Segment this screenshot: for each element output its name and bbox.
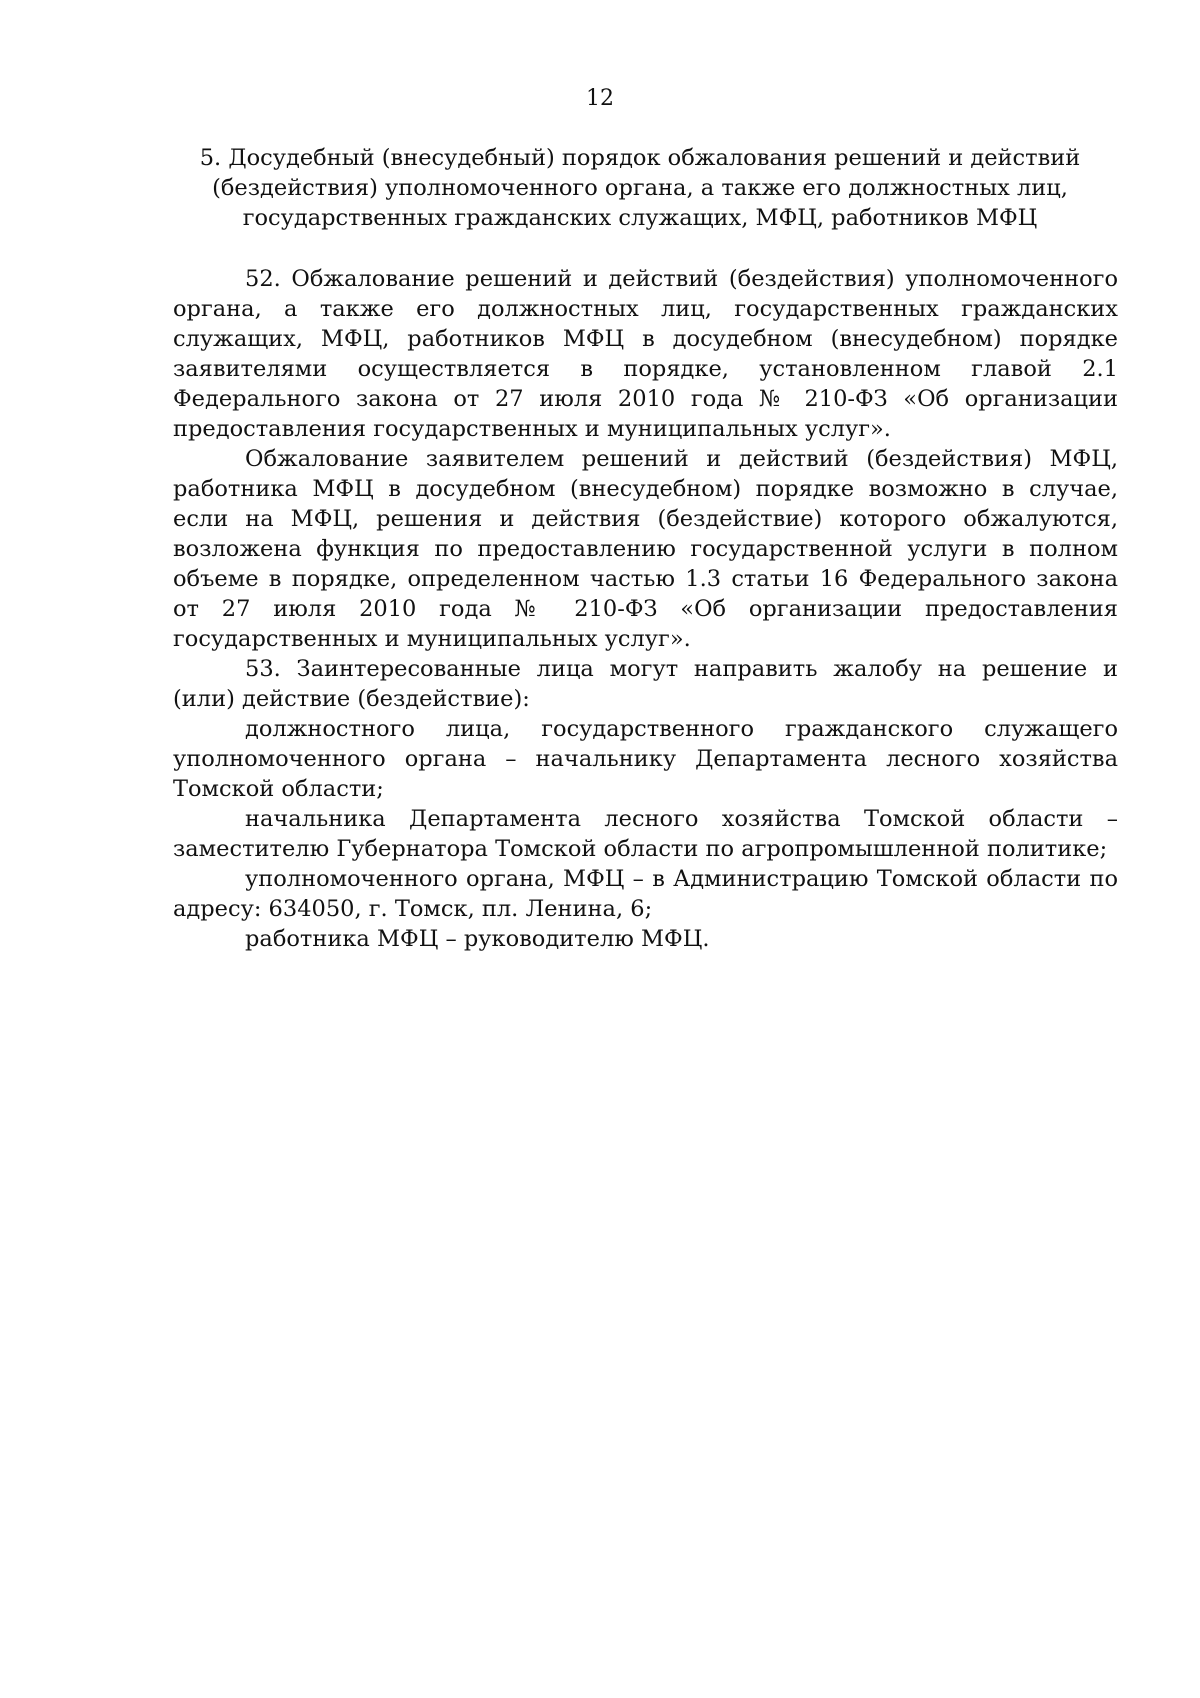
list-item-authorized-body: уполномоченного органа, МФЦ – в Администрацию Томской области по адресу: 634050, г. Томск, пл. Ленина, 6; — [173, 866, 1118, 922]
page-number: 12 — [586, 86, 614, 111]
list-item-mfc-worker: работника МФЦ – руководителю МФЦ. — [245, 926, 710, 952]
paragraph-53: 53. Заинтересованные лица могут направить жалобу на решение и (или) действие (бездействие): — [173, 656, 1118, 712]
list-item-official: должностного лица, государственного гражданского служащего уполномоченного органа – начальнику Департамента лесного хозяйства Томской области; — [173, 716, 1118, 802]
section-heading-line: 5. Досудебный (внесудебный) порядок обжалования решений и действий — [199, 145, 1081, 171]
paragraph-appeal-mfc: Обжалование заявителем решений и действий (бездействия) МФЦ, работника МФЦ в досудебном (внесудебном) порядке возможно в случае, если на МФЦ, решения и действия (бездействие) которого обжалуются, возложена функция по предоставлению государственной услуги в полном объеме в порядке, определенном частью 1.3 статьи 16 Федерального закона от 27 июля 2010 года № 210-ФЗ «Об организации предоставления государственных и муниципальных услуг». — [173, 446, 1118, 652]
section-heading — [170, 143, 1110, 233]
section-heading-line: государственных гражданских служащих, МФЦ, работников МФЦ — [242, 205, 1038, 231]
list-item-department-head: начальника Департамента лесного хозяйства Томской области – заместителю Губернатора Томской области по агропромышленной политике; — [173, 806, 1118, 862]
section-heading-line: (бездействия) уполномоченного органа, а также его должностных лиц, — [212, 175, 1068, 201]
document-body — [173, 264, 1118, 954]
paragraph-52: 52. Обжалование решений и действий (бездействия) уполномоченного органа, а также его должностных лиц, государственных гражданских служащих, МФЦ, работников МФЦ в досудебном (внесудебном) порядке заявителями осуществляется в порядке, установленном главой 2.1 Федерального закона от 27 июля 2010 года № 210-ФЗ «Об организации предоставления государственных и муниципальных услуг». — [173, 266, 1118, 442]
